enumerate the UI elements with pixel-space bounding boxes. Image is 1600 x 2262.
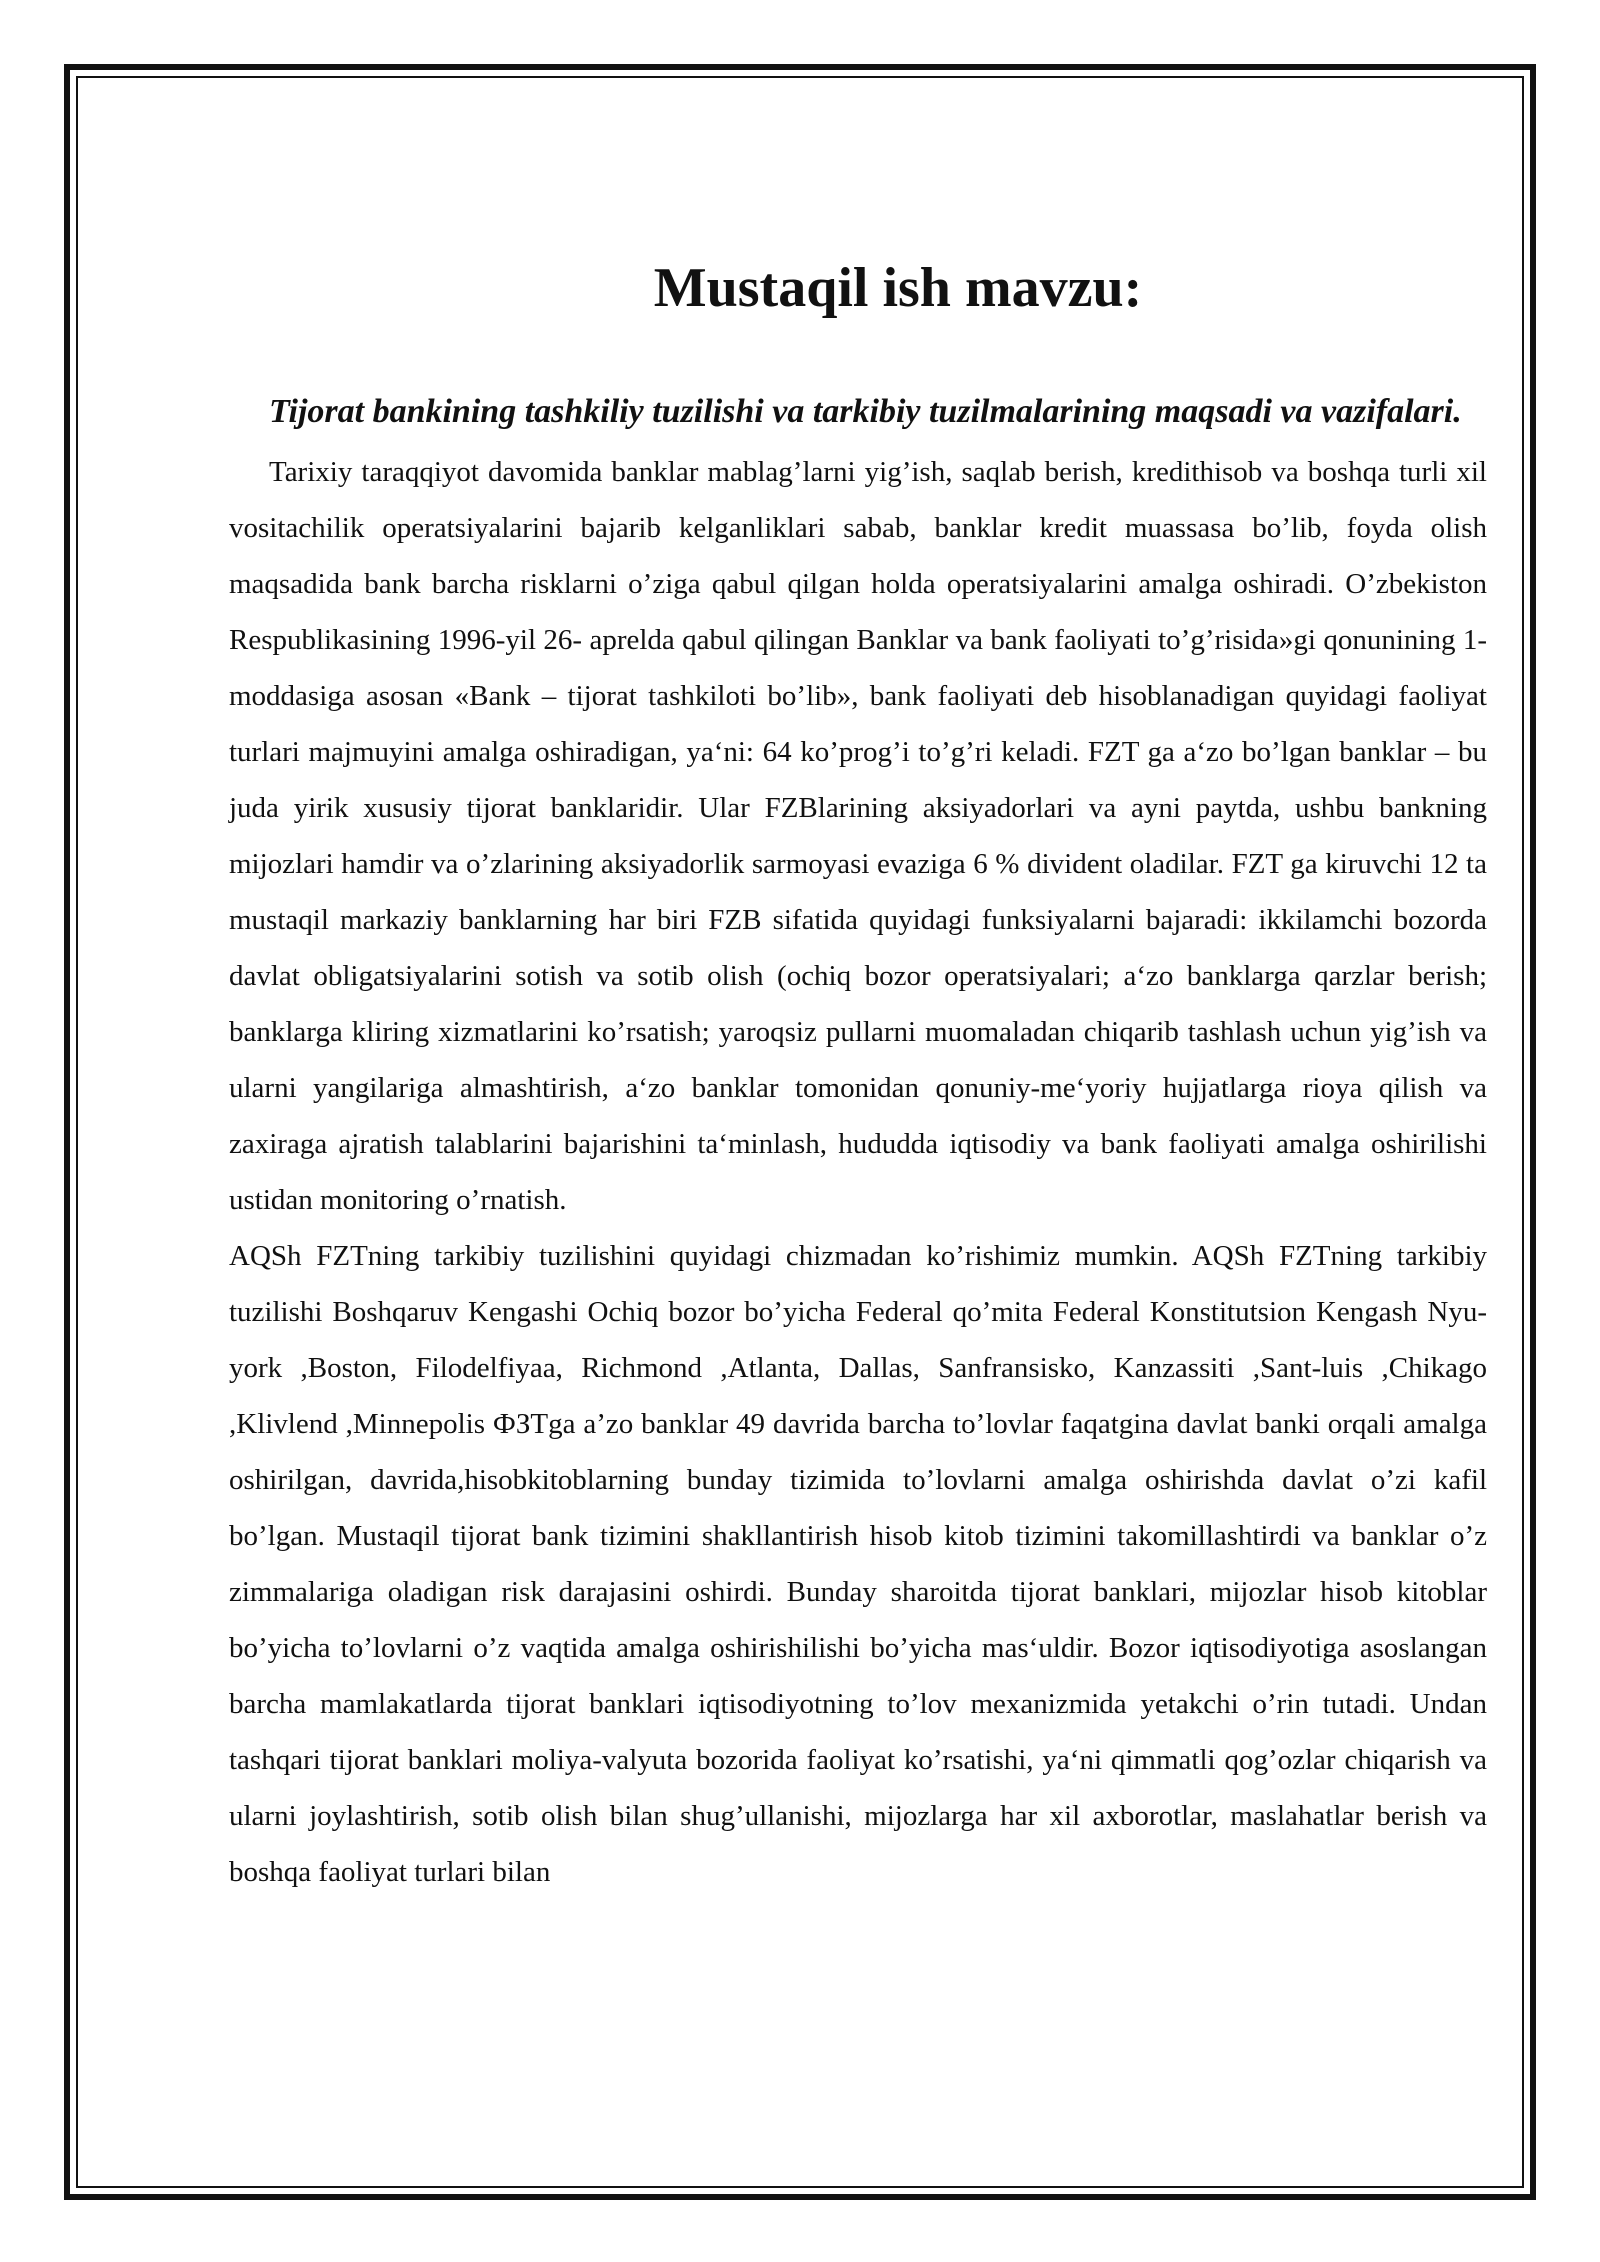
document-title: Mustaqil ish mavzu: bbox=[653, 257, 1143, 319]
document-subtitle: Tijorat bankining tashkiliy tuzilishi va tarkibiy tuzilmalarining maqsadi va vazifalari. bbox=[269, 393, 1462, 430]
paragraph-2: AQSh FZTning tarkibiy tuzilishini quyidagi chizmadan ko’rishimiz mumkin. AQSh FZTning tarkibiy tuzilishi Boshqaruv Kengashi Ochiq bozor bo’yicha Federal qo’mita Federal Konstitutsion Kengash Nyu-york ,Boston, Filodelfiyaa, Richmond ,Atlanta, Dallas, Sanfransisko, Kanzassiti ,Sant-luis ,Chikago ,Klivlend ,Minnepolis ФЗТga a’zo banklar 49 davrida barcha to’lovlar faqatgina davlat banki orqali amalga oshirilgan, davrida,hisobkitoblarning bunday tizimida to’lovlarni amalga oshirishda davlat o’zi kafil bo’lgan. Mustaqil tijorat bank tizimini shakllantirish hisob kitob tizimini takomillashtirdi va banklar o’z zimmalariga oladigan risk darajasini oshirdi. Bunday sharoitda tijorat banklari, mijozlar hisob kitoblar bo’yicha to’lovlarni o’z vaqtida amalga oshirishilishi bo’yicha mas‘uldir. Bozor iqtisodiyotiga asoslangan barcha mamlakatlarda tijorat banklari iqtisodiyotning to’lov mexanizmida yetakchi o’rin tutadi. Undan tashqari tijorat banklari moliya-valyuta bozorida faoliyat ko’rsatishi, ya‘ni qimmatli qog’ozlar chiqarish va ularni joylashtirish, sotib olish bilan shug’ullanishi, mijozlarga har xil axborotlar, maslahatlar berish va boshqa faoliyat turlari bilan bbox=[229, 1240, 1487, 1888]
paragraph-1: Tarixiy taraqqiyot davomida banklar mablag’larni yig’ish, saqlab berish, kredithisob va boshqa turli xil vositachilik operatsiyalarini bajarib kelganliklari sabab, banklar kredit muassasa bo’lib, foyda olish maqsadida bank barcha risklarni o’ziga qabul qilgan holda operatsiyalarini amalga oshiradi. O’zbekiston Respublikasining 1996-yil 26- aprelda qabul qilingan Banklar va bank faoliyati to’g’risida»gi qonunining 1-moddasiga asosan «Bank – tijorat tashkiloti bo’lib», bank faoliyati deb hisoblanadigan quyidagi faoliyat turlari majmuyini amalga oshiradigan, ya‘ni: 64 ko’prog’i to’g’ri keladi. FZT ga a‘zo bo’lgan banklar – bu juda yirik xususiy tijorat banklaridir. Ular FZBlarining aksiyadorlari va ayni paytda, ushbu bankning mijozlari hamdir va o’zlarining aksiyadorlik sarmoyasi evaziga 6 % divident oladilar. FZT ga kiruvchi 12 ta mustaqil markaziy banklarning har biri FZB sifatida quyidagi funksiyalarni bajaradi: ikkilamchi bozorda davlat obligatsiyalarini sotish va sotib olish (ochiq bozor operatsiyalari; a‘zo banklarga qarzlar berish; banklarga kliring xizmatlarini ko’rsatish; yaroqsiz pullarni muomaladan chiqarib tashlash uchun yig’ish va ularni yangilariga almashtirish, a‘zo banklar tomonidan qonuniy-me‘yoriy hujjatlarga rioya qilish va zaxiraga ajratish talablarini bajarishini ta‘minlash, hududda iqtisodiy va bank faoliyati amalga oshirilishi ustidan monitoring o’rnatish. bbox=[229, 456, 1487, 1216]
document-body bbox=[229, 240, 1487, 1900]
